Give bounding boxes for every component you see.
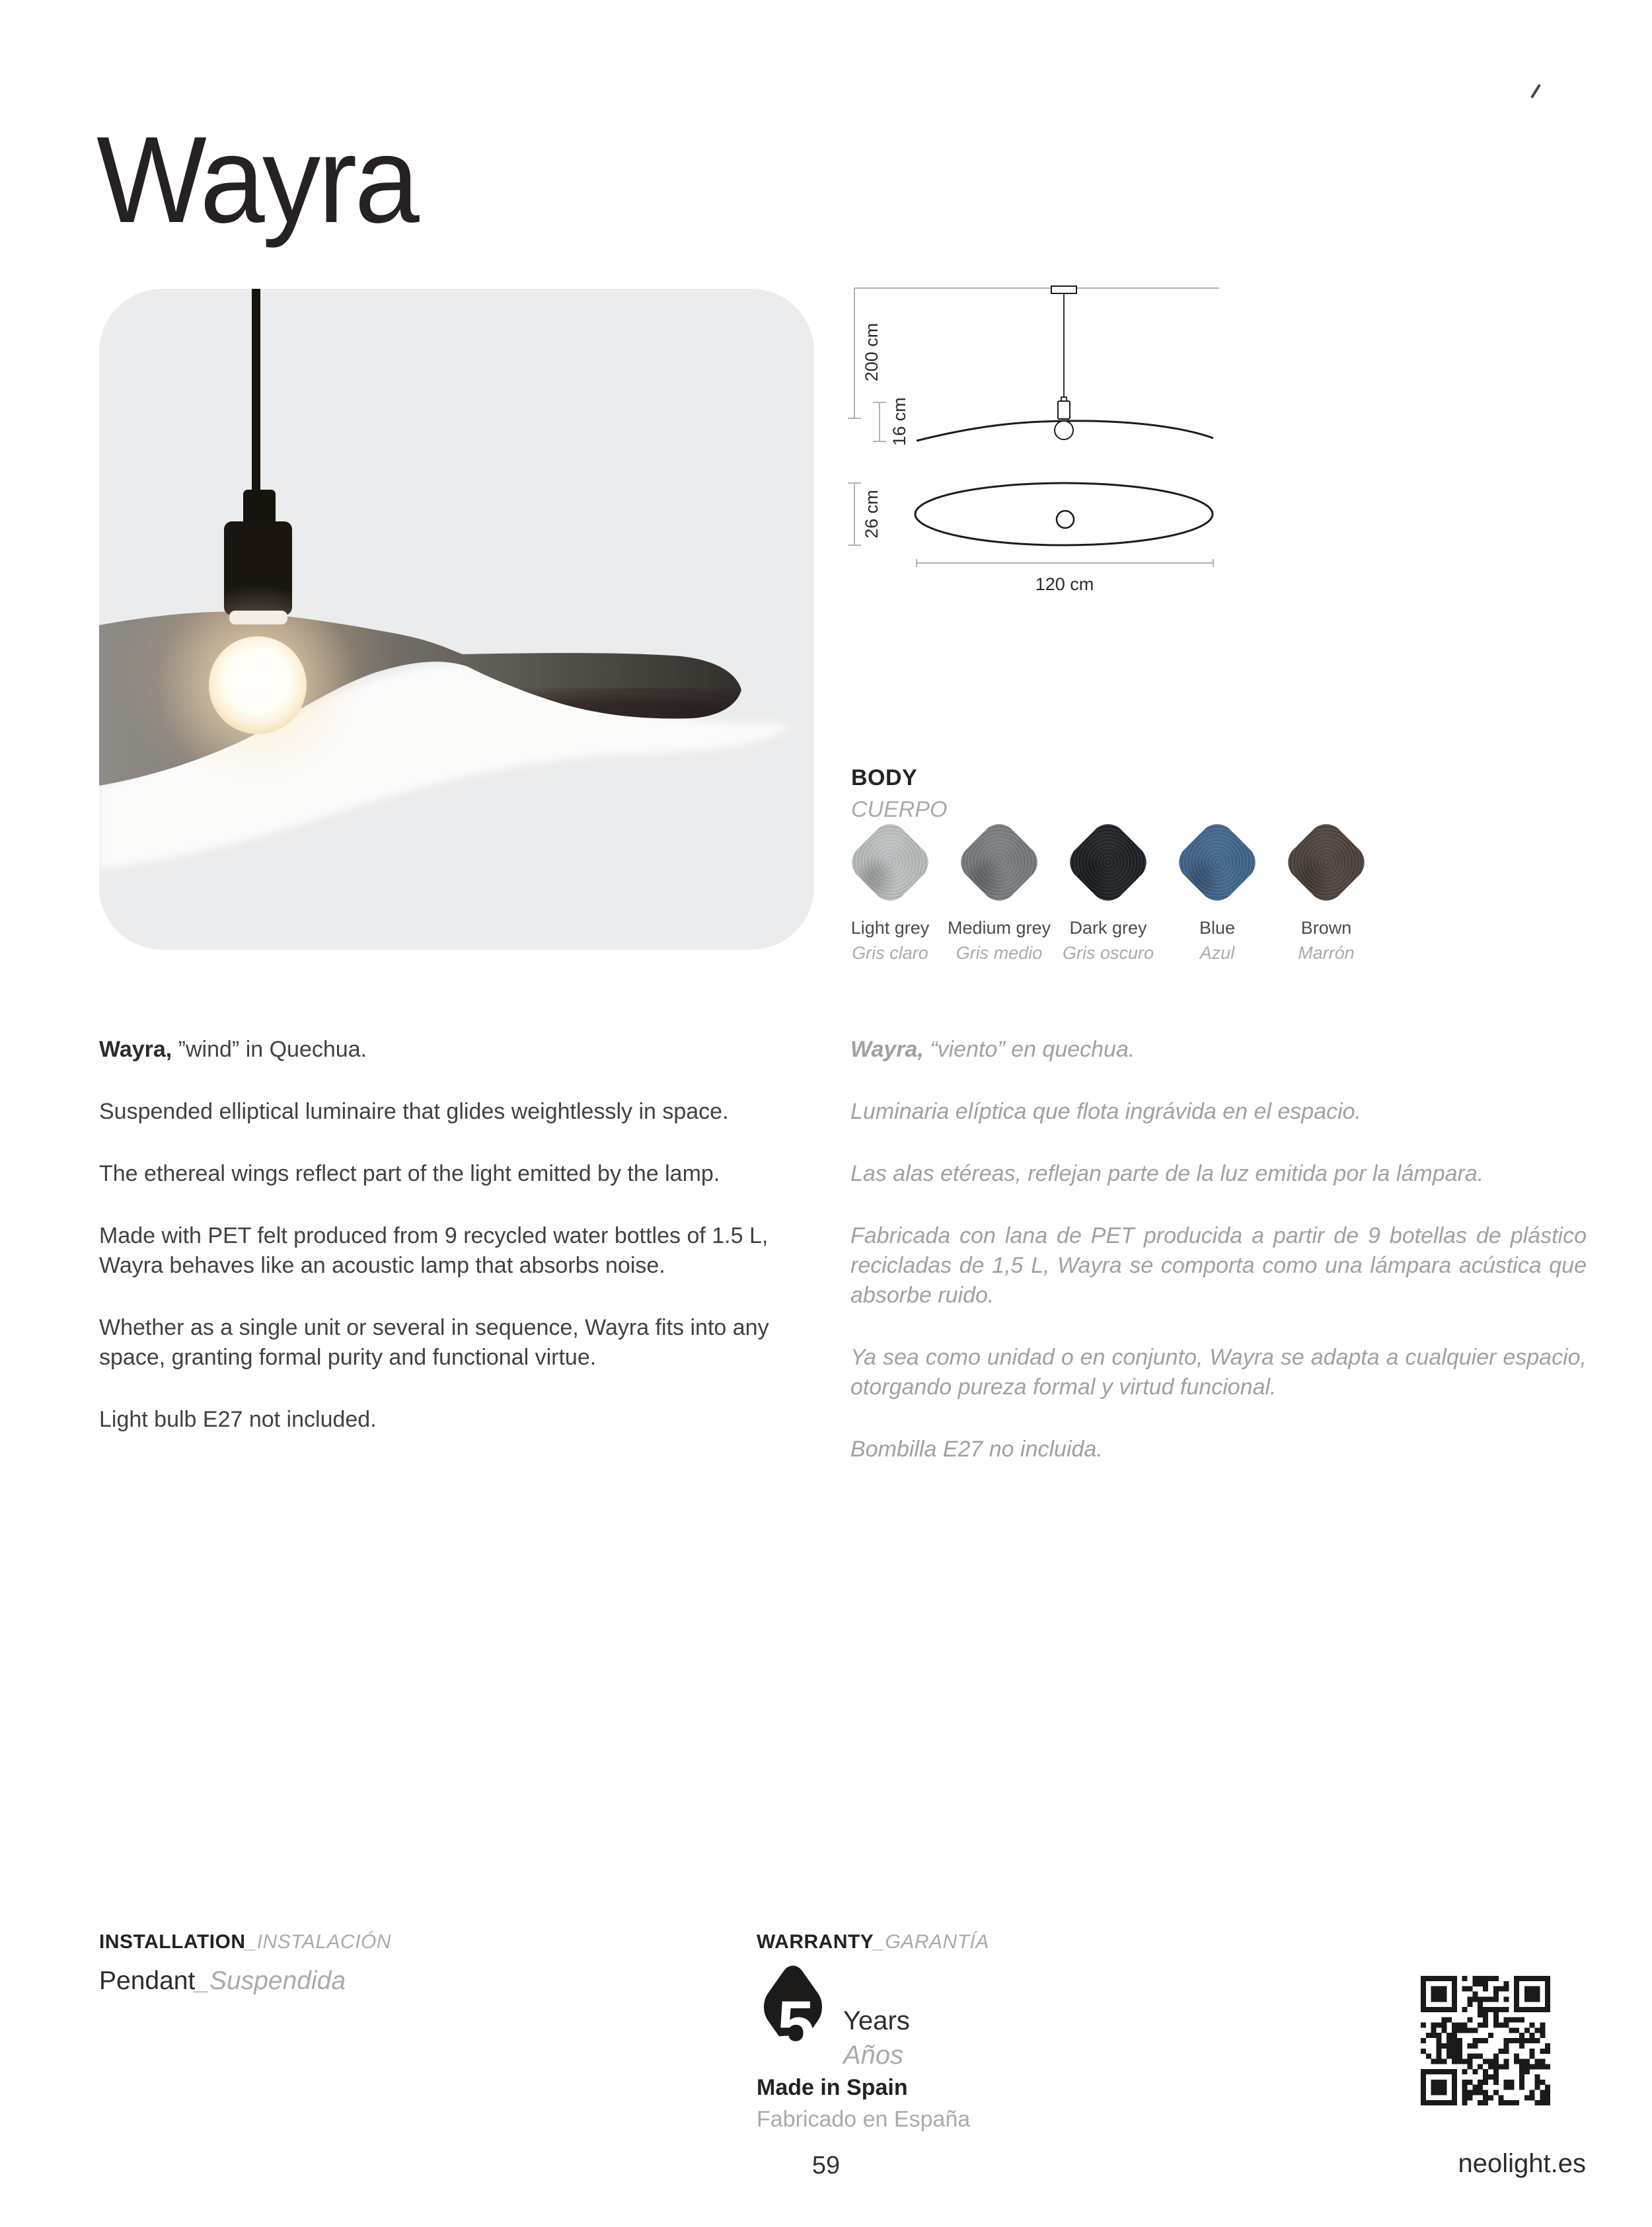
made-in-spain: Made in Spain xyxy=(757,2075,908,2100)
page-title: Wayra xyxy=(96,112,417,248)
swatch-label: Dark grey Gris oscuro xyxy=(1062,918,1154,963)
paragraph: The ethereal wings reflect part of the light emitted by the lamp. xyxy=(99,1161,720,1186)
swatch-dark-grey xyxy=(1063,817,1154,909)
swatch-medium-grey xyxy=(954,817,1045,909)
dim-drop-height: 200 cm xyxy=(862,322,882,382)
paragraph: Suspended elliptical luminaire that glides weightlessly in space. xyxy=(99,1099,729,1124)
installation-heading: INSTALLATION_INSTALACIÓN xyxy=(99,1931,392,1953)
swatch-label: Light grey Gris claro xyxy=(850,918,930,963)
swatch-blue xyxy=(1172,817,1263,909)
paragraph: Luminaria elíptica que flota ingrávida en el espacio. xyxy=(850,1099,1362,1124)
dim-width: 120 cm xyxy=(1035,574,1094,594)
warranty-heading: WARRANTY_GARANTÍA xyxy=(757,1931,989,1953)
fabricado-en-espana: Fabricado en España xyxy=(757,2107,971,2132)
paragraph: Wayra, ”wind” in Quechua. xyxy=(99,1037,367,1062)
website-link[interactable]: neolight.es xyxy=(1458,2149,1586,2178)
swatch-brown xyxy=(1281,817,1372,909)
swatch-label: Brown Marrón xyxy=(1298,918,1355,963)
paragraph: Fabricada con lana de PET producida a partir de 9 botellas de plástico recicladas de 1,5 L, Wayra se comporta como una lámpara acústica que absorbe ruido. xyxy=(850,1223,1587,1308)
lamp-line-drawing xyxy=(915,286,1213,545)
dim-plan-depth: 26 cm xyxy=(862,490,882,539)
product-photo xyxy=(99,289,814,950)
swatch-row xyxy=(846,816,1394,975)
warranty-years-number: 5 xyxy=(777,1986,815,2062)
paragraph: Bombilla E27 no incluida. xyxy=(850,1437,1103,1462)
warranty-years-en: Years xyxy=(843,2006,910,2035)
body-section-heading-es: CUERPO xyxy=(851,797,948,822)
swatch-label: Blue Azul xyxy=(1199,918,1236,963)
installation-value: Pendant_Suspendida xyxy=(99,1967,346,1995)
cord-collar xyxy=(243,490,276,527)
warranty-years-es: Años xyxy=(843,2041,904,2070)
description-spanish xyxy=(850,1035,1587,1497)
lamp-photo-illustration xyxy=(99,289,814,950)
qr-code xyxy=(1421,1976,1550,2105)
swatch-label: Medium grey Gris medio xyxy=(947,918,1051,963)
paragraph: Whether as a single unit or several in sequence, Wayra fits into any space, granting formal purity and functional virtue. xyxy=(99,1315,769,1370)
paragraph: Las alas etéreas, reflejan parte de la luz emitida por la lámpara. xyxy=(850,1161,1484,1186)
paragraph: Ya sea como unidad o en conjunto, Wayra se adapta a cualquier espacio, otorgando pureza formal y virtud funcional. xyxy=(850,1345,1587,1400)
pendant-cord xyxy=(252,289,260,495)
page-number: 59 xyxy=(811,2152,841,2179)
paragraph: Light bulb E27 not included. xyxy=(99,1407,377,1432)
body-section-heading-en: BODY xyxy=(851,765,918,790)
dimension-drawing xyxy=(839,274,1249,605)
light-bulb xyxy=(209,636,307,734)
paragraph: Made with PET felt produced from 9 recycled water bottles of 1.5 L, Wayra behaves like an acoustic lamp that absorbs noise. xyxy=(99,1223,769,1278)
description-english xyxy=(99,1035,803,1467)
dim-shade-height: 16 cm xyxy=(889,397,909,446)
paragraph: Wayra, “viento” en quechua. xyxy=(850,1037,1135,1062)
swatch-light-grey xyxy=(845,817,936,909)
corner-tick-mark xyxy=(1530,84,1541,98)
